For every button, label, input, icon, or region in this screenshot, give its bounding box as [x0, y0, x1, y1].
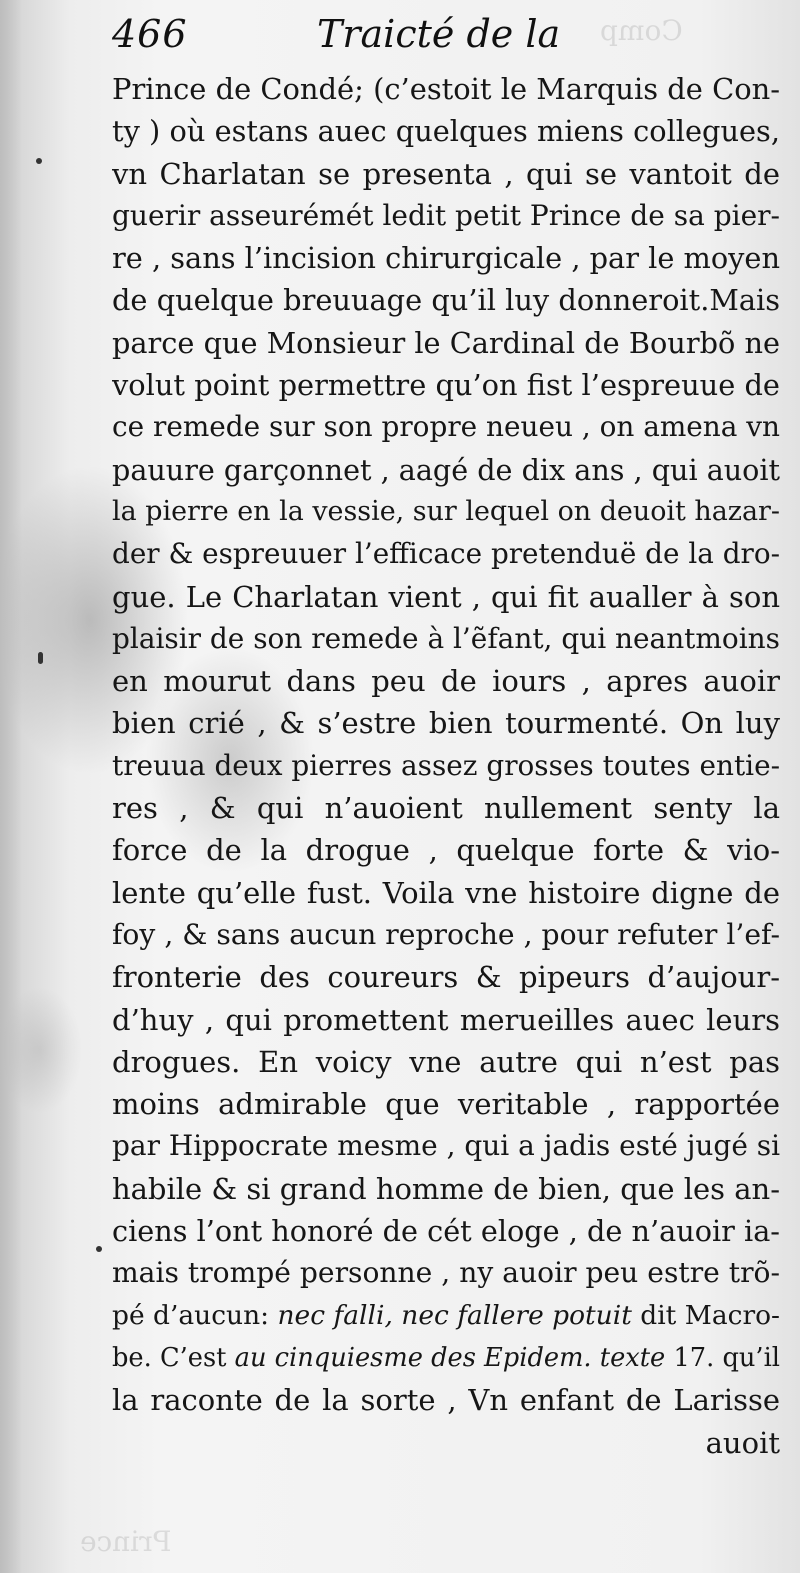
text-line	[112, 576, 780, 618]
text-line	[112, 153, 780, 195]
line-text: res , & qui n’auoient nullement senty la	[112, 791, 780, 826]
line-text: pauure garçonnet , aagé de dix ans , qui auoit	[112, 452, 780, 487]
line-text: habile & si grand homme de bien, que les an-	[112, 1171, 780, 1206]
text-line	[112, 406, 780, 448]
line-text: bien crié , & s’estre bien tourmenté. On luy	[112, 706, 780, 741]
text-line	[112, 829, 780, 871]
text-line	[112, 660, 780, 702]
text-line	[112, 1041, 780, 1083]
text-line	[112, 364, 780, 406]
text-line	[112, 322, 780, 364]
text-line	[112, 872, 780, 914]
line-text: 17. qu’il	[665, 1342, 780, 1373]
line-text: be. C’est	[112, 1342, 235, 1373]
line-text: parce que Monsieur le Cardinal de Bourbõ ne	[112, 325, 780, 360]
line-text: force de la drogue , quelque forte & vio-	[112, 833, 780, 868]
line-text: Prince de Condé; (c’estoit le Marquis de Con-	[112, 72, 780, 106]
line-text: ce remede sur son propre neueu , on amena vn	[112, 410, 780, 444]
line-text: d’huy , qui promettent merueilles auec leurs	[112, 1002, 780, 1037]
latin-quotation: nec falli, nec fallere potuit	[277, 1299, 632, 1331]
text-line	[112, 1083, 780, 1125]
text-line	[112, 745, 780, 787]
text-line	[112, 787, 780, 829]
line-text: mais trompé personne , ny auoir peu estre trõ-	[112, 1256, 780, 1290]
line-text: lente qu’elle fust. Voila vne histoire digne de	[112, 875, 780, 910]
catchword: auoit	[705, 1425, 780, 1460]
line-text: der & espreuuer l’efficace pretenduë de la dro-	[112, 537, 780, 571]
text-line	[112, 1295, 780, 1337]
text-line	[112, 1379, 780, 1421]
line-text: fronterie des coureurs & pipeurs d’aujour-	[112, 960, 780, 995]
line-text: la pierre en la vessie, sur lequel on deuoit hazar-	[112, 495, 780, 527]
text-line	[112, 956, 780, 998]
show-through-text-top: Comp	[600, 14, 683, 47]
text-line	[112, 914, 780, 956]
line-text: de quelque breuuage qu’il luy donneroit.Mais	[112, 283, 780, 318]
text-line	[112, 491, 780, 533]
page-header	[112, 8, 772, 56]
text-line	[112, 999, 780, 1041]
line-text: re , sans l’incision chirurgicale , par le moyen	[112, 241, 780, 276]
running-title-part-a: Traicté	[317, 12, 467, 56]
text-line	[112, 1210, 780, 1252]
line-text: guerir asseurémét ledit petit Prince de sa pier-	[112, 198, 780, 232]
text-line	[112, 533, 780, 575]
line-text: ty ) où estans auec quelques miens collegues,	[112, 114, 780, 149]
citation-reference: au cinquiesme des Epidem. texte	[234, 1342, 666, 1373]
text-line	[112, 237, 780, 279]
text-line	[112, 702, 780, 744]
text-line	[112, 449, 780, 491]
line-text: ciens l’ont honoré de cét eloge , de n’auoir ia-	[112, 1214, 780, 1249]
line-text: la raconte de la sorte , Vn enfant de Larisse	[112, 1383, 780, 1418]
line-text: en mourut dans peu de iours , apres auoir	[112, 664, 780, 699]
ink-speck	[36, 158, 42, 164]
show-through-text-bottom: Prince	[80, 1525, 172, 1558]
line-text: plaisir de son remede à l’ẽfant, qui neantmoins	[112, 621, 780, 655]
line-text: par Hippocrate mesme , qui a jadis esté jugé si	[112, 1129, 780, 1163]
text-line	[112, 195, 780, 237]
line-text: drogues. En voicy vne autre qui n’est pas	[112, 1044, 780, 1079]
text-line	[112, 1125, 780, 1167]
line-text: treuua deux pierres assez grosses toutes entie-	[112, 748, 780, 782]
page-number: 466	[112, 12, 188, 56]
text-line	[112, 110, 780, 152]
text-line	[112, 1168, 780, 1210]
ink-speck	[38, 652, 43, 664]
page-gutter-shadow	[0, 0, 22, 1573]
text-line	[112, 1337, 780, 1379]
running-title-part-b: de la	[466, 12, 561, 56]
line-text: volut point permettre qu’on fist l’espreuue de	[112, 368, 780, 403]
text-line	[112, 1252, 780, 1294]
text-line	[112, 68, 780, 110]
running-title	[317, 12, 560, 56]
line-text: gue. Le Charlatan vient , qui fit aualler à son	[112, 579, 780, 614]
line-text: moins admirable que veritable , rapportée	[112, 1087, 780, 1122]
line-text: dit Macro-	[631, 1299, 780, 1331]
text-line	[112, 279, 780, 321]
line-text: foy , & sans aucun reproche , pour refuter l’ef-	[112, 917, 780, 951]
body-text	[112, 68, 780, 1464]
ink-speck	[96, 1246, 102, 1252]
catchword-line	[112, 1422, 780, 1464]
text-line	[112, 618, 780, 660]
line-text: vn Charlatan se presenta , qui se vantoit de	[112, 156, 780, 191]
line-text: pé d’aucun:	[112, 1299, 278, 1331]
